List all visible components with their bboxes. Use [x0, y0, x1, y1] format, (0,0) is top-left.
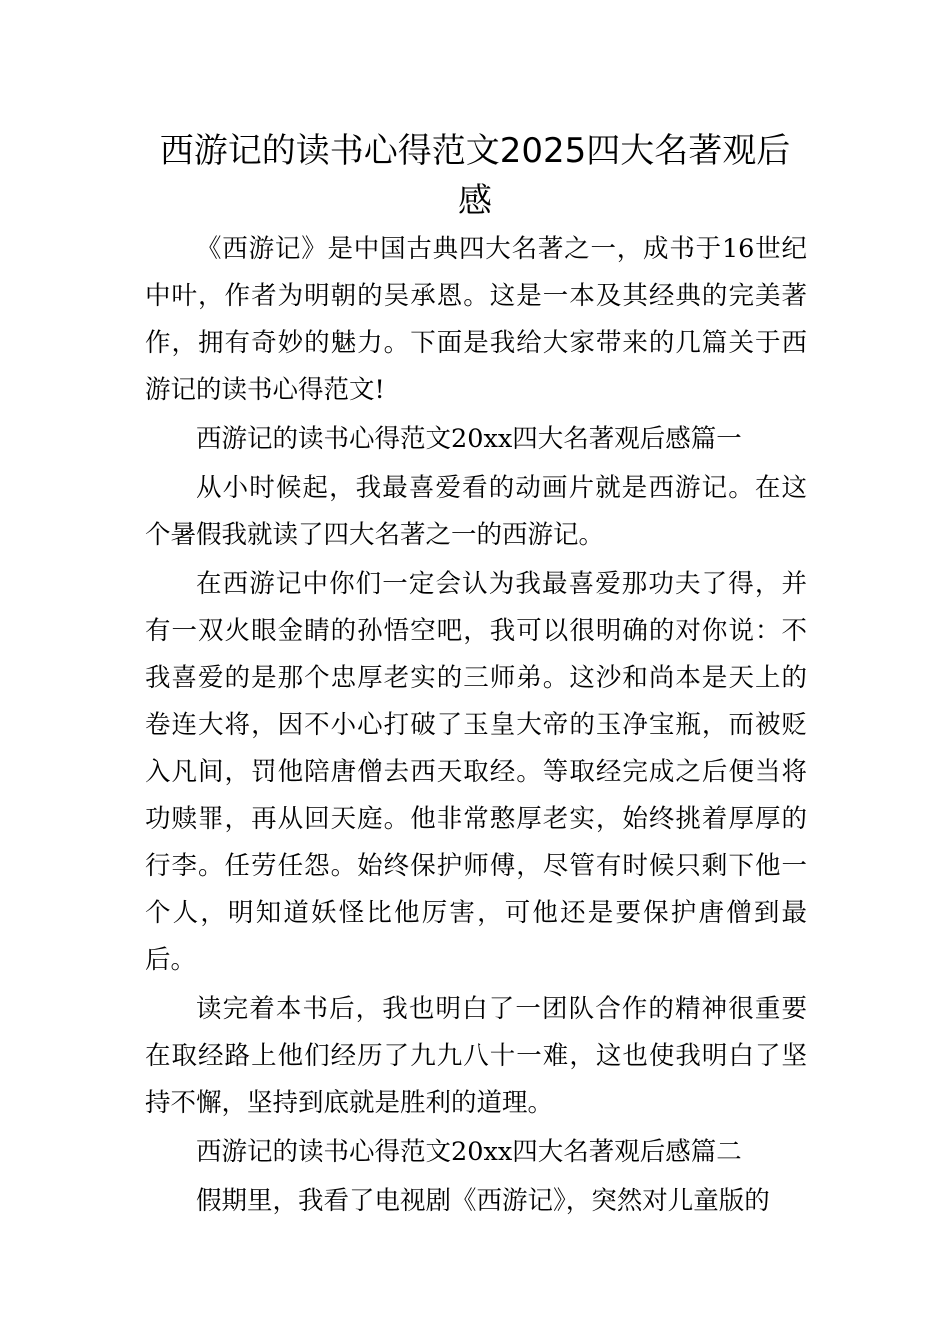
body-paragraph: 从小时候起，我最喜爱看的动画片就是西游记。在这个暑假我就读了四大名著之一的西游记。 — [145, 473, 807, 550]
body-paragraph: 假期里，我看了电视剧《西游记》，突然对儿童版的 — [196, 1186, 770, 1216]
section-heading-2: 西游记的读书心得范文20xx四大名著观后感篇二 — [196, 1137, 742, 1167]
body-paragraph: 在西游记中你们一定会认为我最喜爱那功夫了得，并有一双火眼金睛的孙悟空吧，我可以很明确的对你说：不我喜爱的是那个忠厚老实的三师弟。这沙和尚本是天上的卷连大将，因不小心打破了玉皇大帝的玉净宝瓶，而被贬入凡间，罚他陪唐僧去西天取经。等取经完成之后便当将功赎罪，再从回天庭。他非常憨厚老实，始终挑着厚厚的行李。任劳任怨。始终保护师傅，尽管有时候只剩下他一个人，明知道妖怪比他厉害，可他还是要保护唐僧到最后。 — [145, 569, 807, 975]
body-paragraph: 读完着本书后，我也明白了一团队合作的精神很重要在取经路上他们经历了九九八十一难，这也使我明白了坚持不懈，坚持到底就是胜利的道理。 — [145, 994, 807, 1118]
document-body — [145, 226, 807, 1227]
section-heading-1: 西游记的读书心得范文20xx四大名著观后感篇一 — [196, 424, 742, 454]
document-title: 西游记的读书心得范文2025四大名著观后感 — [159, 131, 791, 221]
intro-paragraph: 《西游记》是中国古典四大名著之一，成书于16世纪中叶，作者为明朝的吴承恩。这是一本及其经典的完美著作，拥有奇妙的魅力。下面是我给大家带来的几篇关于西游记的读书心得范文! — [145, 234, 807, 405]
